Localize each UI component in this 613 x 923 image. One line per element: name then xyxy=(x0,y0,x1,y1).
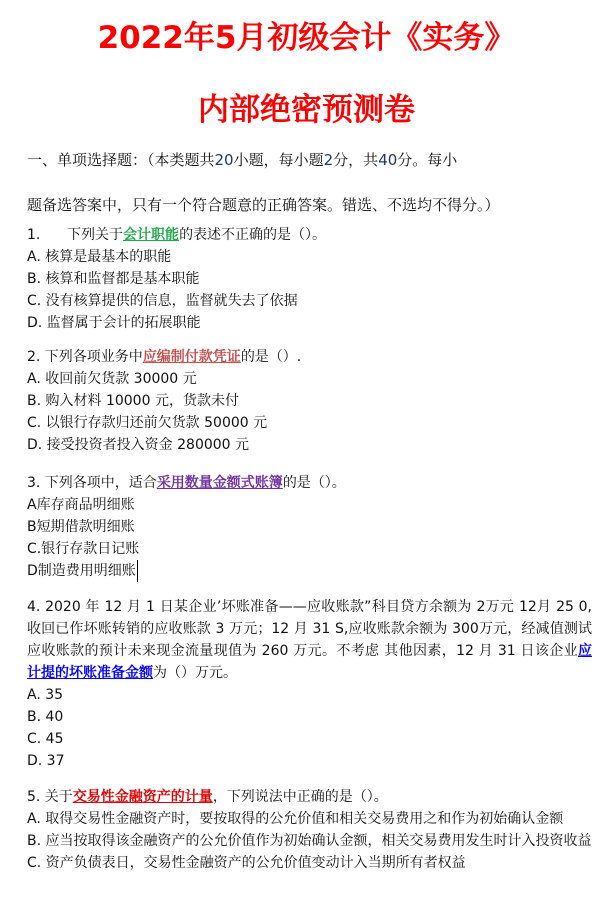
question-1 xyxy=(27,224,592,334)
option: A库存商品明细账 xyxy=(27,497,135,513)
doc-title-line1: 2022年5月初级会计《实务》 xyxy=(97,20,516,56)
total: 40 xyxy=(378,151,398,169)
question-4 xyxy=(27,596,592,772)
points: 2 xyxy=(323,151,334,169)
option: C.银行存款日记账 xyxy=(27,541,140,557)
option: B短期借款明细账 xyxy=(27,519,135,535)
question-3 xyxy=(27,472,592,582)
q-text: 1. 下列关于 xyxy=(27,227,124,243)
q-text: 的是（）. xyxy=(240,349,302,365)
question-2 xyxy=(27,346,592,456)
option: B. 核算和监督都是基本职能 xyxy=(27,271,200,287)
instructions-line2: 题备选答案中，只有一个符合题意的正确答案。错选、不选均不得分。） xyxy=(27,196,500,214)
option: C. 以银行存款归还前欠货款 50000 元 xyxy=(27,415,268,431)
doc-title-line2: 内部绝密预测卷 xyxy=(198,92,415,128)
option: C. 没有核算提供的信息，监督就失去了依据 xyxy=(27,293,298,309)
section-instructions xyxy=(27,149,592,216)
option: B. 购入材料 10000 元，货款未付 xyxy=(27,393,239,409)
text: 分。每小 xyxy=(397,151,458,169)
option: A. 取得交易性金融资产时，要按取得的公允价值和相关交易费用之和作为初始确认金额 xyxy=(27,811,564,827)
q-link[interactable]: 应计提的坏账准备金额 xyxy=(27,643,592,681)
option: B. 40 xyxy=(27,709,64,725)
q-text: 的表述不正确的是（）。 xyxy=(179,227,327,243)
option: D. 37 xyxy=(27,753,65,769)
option: A. 核算是最基本的职能 xyxy=(27,249,172,265)
q-text: 的是（）。 xyxy=(282,475,346,491)
option: B. 应当按取得该金融资产的公允价值作为初始确认金额，相关交易费用发生时计入投资收益 xyxy=(27,833,592,849)
option: D. 监督属于会计的拓展职能 xyxy=(27,315,201,331)
q-text: 5. 关于 xyxy=(27,789,73,805)
q-link[interactable]: 交易性金融资产的计量 xyxy=(72,789,213,805)
option: D. 接受投资者投入资金 280000 元 xyxy=(27,437,250,453)
option: D制造费用明细账 xyxy=(27,560,138,582)
option: C. 45 xyxy=(27,731,64,747)
q-text: 3. 下列各项中，适合 xyxy=(27,475,157,491)
q-link[interactable]: 采用数量金额式账簿 xyxy=(156,475,283,491)
q-text: 为（）万元。 xyxy=(153,665,237,681)
option: A. 收回前欠货款 30000 元 xyxy=(27,371,197,387)
count: 20 xyxy=(214,151,234,169)
option: A. 35 xyxy=(27,687,64,703)
q-text: 2. 下列各项业务中 xyxy=(27,349,143,365)
q-link[interactable]: 会计职能 xyxy=(123,227,180,243)
text: 小题，每小题 xyxy=(233,151,324,169)
option: C. 资产负债表日，交易性金融资产的公允价值变动计入当期所有者权益 xyxy=(27,855,466,871)
q-text: ，下列说法中正确的是（）。 xyxy=(212,789,388,805)
text: 分，共 xyxy=(333,151,379,169)
text: 一、单项选择题：（本类题共 xyxy=(27,151,215,169)
question-5 xyxy=(27,786,592,874)
q-text: 4. 2020 年 12 月 1 日某企业’坏账准备——应收账款”科目贷方余额为 2万元 12月 25 0,收回已作坏账转销的应收账款 3 万元；12 月 31 S,应收账款余额为 300万元，经减值测试应收账款的预计未来现金流量现值为 260 万元。不考虑 其他因素，12 月 31 日该企业 xyxy=(27,599,592,659)
q-link[interactable]: 应编制付款凭证 xyxy=(142,349,241,365)
